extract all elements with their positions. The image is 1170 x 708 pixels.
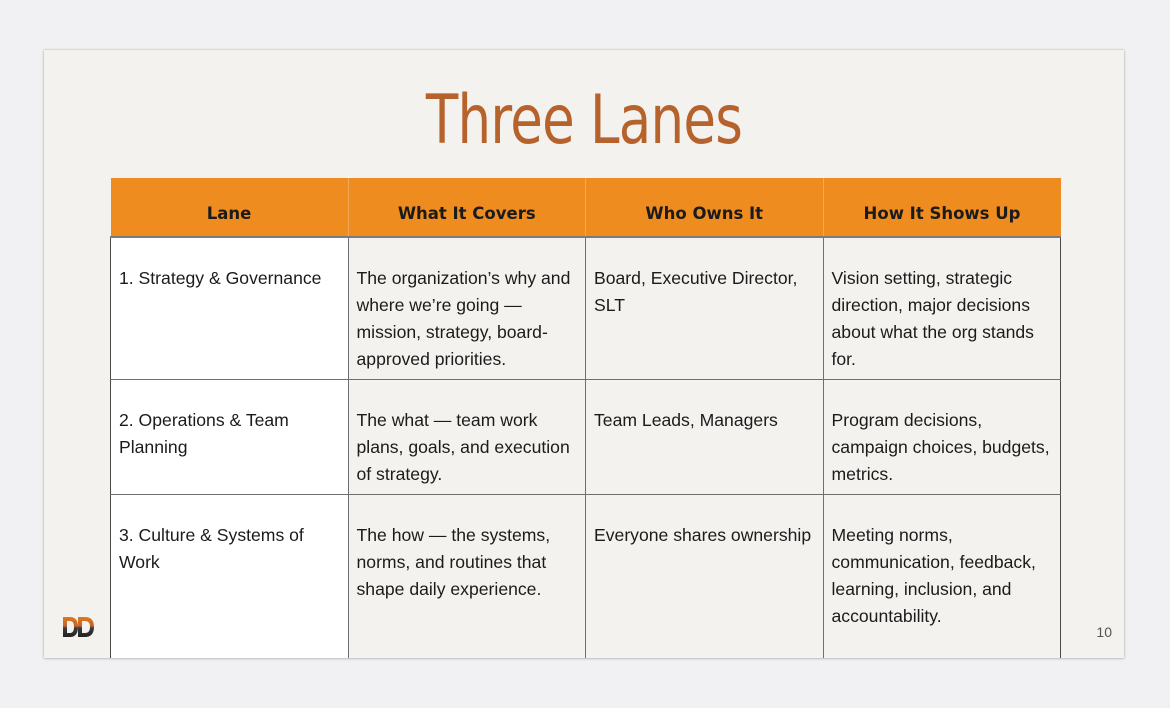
table-row xyxy=(111,237,1061,380)
lane-cell: 1. Strategy & Governance xyxy=(111,237,349,380)
header-what-it-covers: What It Covers xyxy=(348,178,586,237)
owner-cell: Board, Executive Director, SLT xyxy=(586,237,824,380)
dd-logo-icon xyxy=(61,614,97,640)
table-row xyxy=(111,380,1061,495)
header-lane: Lane xyxy=(111,178,349,237)
table-row xyxy=(111,495,1061,659)
covers-cell: The organization’s why and where we’re going — mission, strategy, board-approved priorities. xyxy=(348,237,586,380)
owner-cell: Team Leads, Managers xyxy=(586,380,824,495)
shows-up-cell: Vision setting, strategic direction, major decisions about what the org stands for. xyxy=(823,237,1061,380)
shows-up-cell: Program decisions, campaign choices, budgets, metrics. xyxy=(823,380,1061,495)
lane-cell: 2. Operations & Team Planning xyxy=(111,380,349,495)
header-who-owns-it: Who Owns It xyxy=(586,178,824,237)
slide-title: Three Lanes xyxy=(425,81,743,160)
owner-cell: Everyone shares ownership xyxy=(586,495,824,659)
page-number: 10 xyxy=(1096,624,1112,640)
shows-up-cell: Meeting norms, communication, feedback, learning, inclusion, and accountability. xyxy=(823,495,1061,659)
table-header-row xyxy=(111,178,1061,237)
header-how-it-shows-up: How It Shows Up xyxy=(823,178,1061,237)
lane-cell: 3. Culture & Systems of Work xyxy=(111,495,349,659)
slide xyxy=(44,50,1124,658)
covers-cell: The how — the systems, norms, and routines that shape daily experience. xyxy=(348,495,586,659)
lanes-table xyxy=(110,178,1061,658)
covers-cell: The what — team work plans, goals, and execution of strategy. xyxy=(348,380,586,495)
